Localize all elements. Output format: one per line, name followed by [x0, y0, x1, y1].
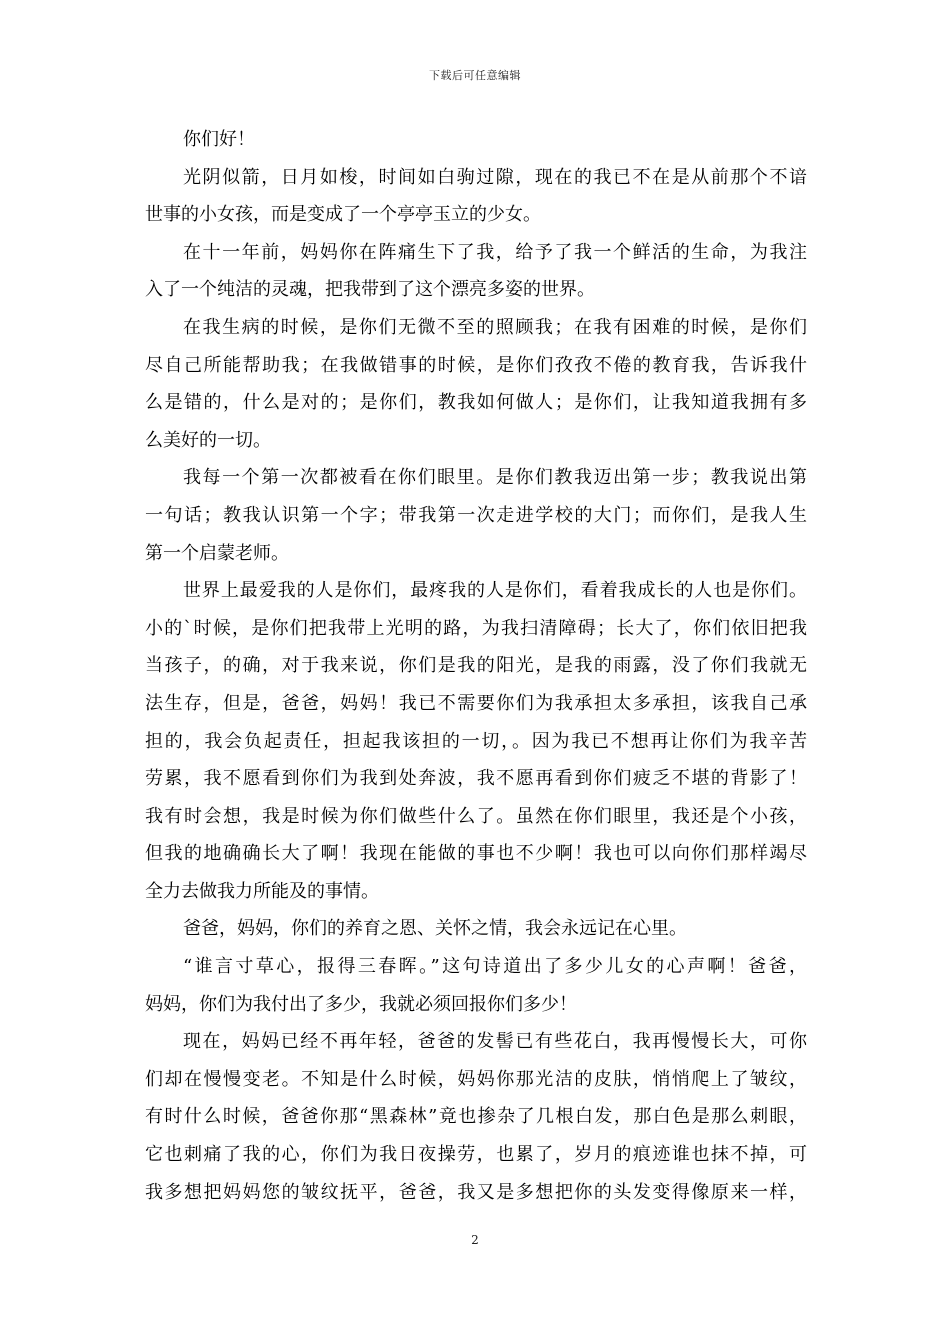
text-line: 世事的小女孩，而是变成了一个亭亭玉立的少女。: [145, 204, 541, 226]
document-body: [145, 121, 807, 1211]
text-line: 劳累，我不愿看到你们为我到处奔波，我不愿再看到你们疲乏不堪的背影了！: [145, 768, 807, 790]
text-line: 它也刺痛了我的心，你们为我日夜操劳，也累了，岁月的痕迹谁也抹不掉，可: [145, 1144, 807, 1166]
page-header: 下载后可任意编辑: [429, 69, 521, 82]
text-line: 但我的地确确长大了啊！我现在能做的事也不少啊！我也可以向你们那样竭尽: [145, 843, 807, 865]
text-line: 在十一年前，妈妈你在阵痛生下了我，给予了我一个鲜活的生命，为我注: [183, 241, 807, 263]
text-line: 们却在慢慢变老。不知是什么时候，妈妈你那光洁的皮肤，悄悄爬上了皱纹，: [145, 1068, 807, 1090]
text-line: 我每一个第一次都被看在你们眼里。是你们教我迈出第一步；教我说出第: [183, 467, 807, 489]
text-line: 世界上最爱我的人是你们，最疼我的人是你们，看着我成长的人也是你们。: [183, 580, 807, 602]
text-line: 法生存，但是，爸爸，妈妈！我已不需要你们为我承担太多承担，该我自己承: [145, 692, 807, 714]
text-line: 妈妈，你们为我付出了多少，我就必须回报你们多少！: [145, 993, 577, 1015]
text-line: 在我生病的时候，是你们无微不至的照顾我；在我有困难的时候，是你们: [183, 316, 807, 338]
text-line: 一句话；教我认识第一个字；带我第一次走进学校的大门；而你们，是我人生: [145, 504, 807, 526]
text-line: 第一个启蒙老师。: [145, 542, 289, 564]
text-line: 光阴似箭，日月如梭，时间如白驹过隙，现在的我已不在是从前那个不谙: [183, 166, 807, 188]
text-line: 有时什么时候，爸爸你那“黑森林”竟也掺杂了几根白发，那白色是那么刺眼，: [145, 1106, 807, 1128]
text-line: 当孩子，的确，对于我来说，你们是我的阳光，是我的雨露，没了你们我就无: [145, 655, 807, 677]
text-line: 尽自己所能帮助我；在我做错事的时候，是你们孜孜不倦的教育我，告诉我什: [145, 354, 807, 376]
text-line: 么美好的一切。: [145, 429, 271, 451]
text-line: 你们好！: [183, 129, 255, 150]
text-line: 入了一个纯洁的灵魂，把我带到了这个漂亮多姿的世界。: [145, 279, 595, 301]
text-line: 么是错的，什么是对的；是你们，教我如何做人；是你们，让我知道我拥有多: [145, 392, 807, 414]
text-line: 小的`时候，是你们把我带上光明的路，为我扫清障碍；长大了，你们依旧把我: [145, 617, 807, 639]
text-line: 现在，妈妈已经不再年轻，爸爸的发髻已有些花白，我再慢慢长大，可你: [183, 1031, 807, 1053]
page-number: 2: [471, 1233, 479, 1247]
text-line: 全力去做我力所能及的事情。: [145, 880, 379, 902]
text-line: 我多想把妈妈您的皱纹抚平，爸爸，我又是多想把你的头发变得像原来一样，: [145, 1181, 807, 1203]
text-line: 担的，我会负起责任，担起我该担的一切，。因为我已不想再让你们为我辛苦: [145, 730, 807, 752]
text-line: “谁言寸草心，报得三春晖。”这句诗道出了多少儿女的心声啊！爸爸，: [183, 956, 807, 978]
text-line: 我有时会想，我是时候为你们做些什么了。虽然在你们眼里，我还是个小孩，: [145, 805, 807, 827]
text-line: 爸爸，妈妈，你们的养育之恩、关怀之情，我会永远记在心里。: [183, 918, 687, 940]
